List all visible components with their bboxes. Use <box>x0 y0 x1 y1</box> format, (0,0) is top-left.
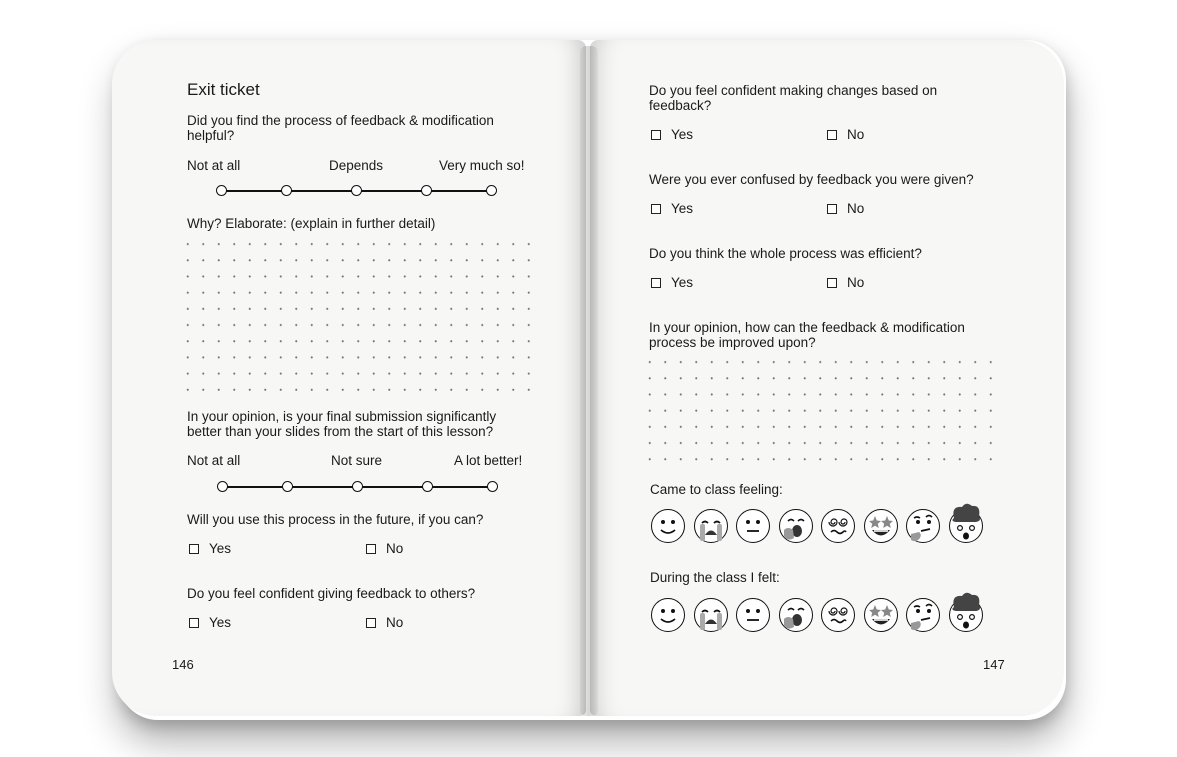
option-no-label: No <box>847 201 865 216</box>
option-yes-label: Yes <box>671 201 694 216</box>
scale-label-high: A lot better! <box>454 453 523 468</box>
checkbox-yes[interactable] <box>189 544 199 554</box>
question-use-future: Will you use this process in the future, if you can? <box>187 512 484 527</box>
question-efficient: Do you think the whole process was efficient? <box>649 246 922 261</box>
rating-option-5[interactable] <box>486 185 497 196</box>
question-elaborate: Why? Elaborate: (explain in further detail) <box>187 216 436 231</box>
rating-option-4[interactable] <box>421 185 432 196</box>
rating-option-2[interactable] <box>282 481 293 492</box>
yawning-face-icon[interactable] <box>779 509 813 543</box>
rating-option-2[interactable] <box>281 185 292 196</box>
star-struck-icon[interactable] <box>864 509 898 543</box>
checkbox-yes[interactable] <box>651 130 661 140</box>
page-number: 146 <box>172 657 194 672</box>
rating-option-5[interactable] <box>487 481 498 492</box>
feeling-before-label: Came to class feeling: <box>650 482 783 497</box>
checkbox-yes[interactable] <box>651 278 661 288</box>
face-with-spiral-eyes-icon[interactable] <box>821 509 855 543</box>
rating-option-1[interactable] <box>217 481 228 492</box>
rating-option-4[interactable] <box>422 481 433 492</box>
question-improve: In your opinion, how can the feedback & modification process be improved upon? <box>649 320 965 350</box>
loudly-crying-face-icon[interactable] <box>694 598 728 632</box>
book-spine <box>580 46 598 716</box>
question-confused: Were you ever confused by feedback you were given? <box>649 172 974 187</box>
thinking-face-icon[interactable] <box>906 598 940 632</box>
slightly-smiling-face-icon[interactable] <box>651 509 685 543</box>
thinking-face-icon[interactable] <box>906 509 940 543</box>
loudly-crying-face-icon[interactable] <box>694 509 728 543</box>
answer-dot-grid[interactable] <box>642 354 994 462</box>
scale-label-low: Not at all <box>187 158 241 173</box>
neutral-face-icon[interactable] <box>736 509 770 543</box>
page-number: 147 <box>983 657 1005 672</box>
option-yes-label: Yes <box>671 275 694 290</box>
yawning-face-icon[interactable] <box>779 598 813 632</box>
checkbox-no[interactable] <box>366 618 376 628</box>
checkbox-no[interactable] <box>827 278 837 288</box>
option-yes-label: Yes <box>209 615 232 630</box>
option-no-label: No <box>847 275 865 290</box>
scale-label-mid: Not sure <box>331 453 383 468</box>
rating-option-3[interactable] <box>352 481 363 492</box>
checkbox-no[interactable] <box>827 204 837 214</box>
slightly-smiling-face-icon[interactable] <box>651 598 685 632</box>
feeling-during-label: During the class I felt: <box>650 570 780 585</box>
page-title: Exit ticket <box>187 80 260 99</box>
right-page <box>590 40 1064 716</box>
option-no-label: No <box>386 541 404 556</box>
question-giving-feedback: Do you feel confident giving feedback to others? <box>187 586 476 601</box>
star-struck-icon[interactable] <box>864 598 898 632</box>
face-with-spiral-eyes-icon[interactable] <box>821 598 855 632</box>
left-page <box>112 40 586 716</box>
scale-label-high: Very much so! <box>439 158 525 173</box>
checkbox-yes[interactable] <box>189 618 199 628</box>
option-yes-label: Yes <box>671 127 694 142</box>
rating-option-1[interactable] <box>216 185 227 196</box>
checkbox-yes[interactable] <box>651 204 661 214</box>
neutral-face-icon[interactable] <box>736 598 770 632</box>
scale-label-low: Not at all <box>187 453 241 468</box>
question-submission-better: In your opinion, is your final submission significantly better than your slides from the start of this lesson? <box>187 409 497 439</box>
option-yes-label: Yes <box>209 541 232 556</box>
question-confident-changes: Do you feel confident making changes based on feedback? <box>649 83 938 113</box>
exploding-head-icon[interactable] <box>949 509 983 543</box>
answer-dot-grid[interactable] <box>180 236 532 392</box>
option-no-label: No <box>847 127 865 142</box>
question-helpful: Did you find the process of feedback & modification helpful? <box>187 113 494 143</box>
rating-option-3[interactable] <box>351 185 362 196</box>
exploding-head-icon[interactable] <box>949 598 983 632</box>
checkbox-no[interactable] <box>366 544 376 554</box>
scale-label-mid: Depends <box>329 158 384 173</box>
option-no-label: No <box>386 615 404 630</box>
checkbox-no[interactable] <box>827 130 837 140</box>
